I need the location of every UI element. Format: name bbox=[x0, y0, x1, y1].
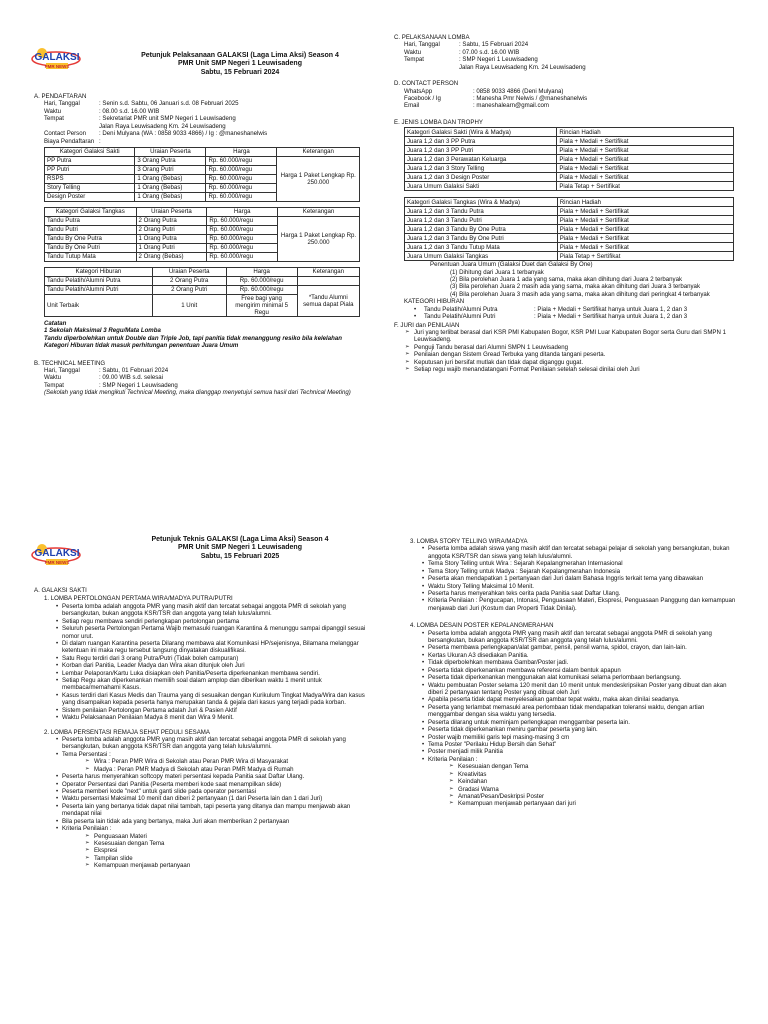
table-cell: Juara Umum Galaksi Tangkas bbox=[405, 252, 558, 261]
table-cell: 2 Orang Putra bbox=[136, 216, 207, 225]
table-cell: PP Putri bbox=[45, 165, 135, 174]
list-item: ➢ Keindahan bbox=[458, 778, 740, 785]
detail-value: : bbox=[99, 137, 101, 145]
table-cell: 2 Orang Putri bbox=[152, 285, 226, 294]
table-header-cell: Rincian Hadiah bbox=[557, 198, 733, 207]
hiburan-title: KATEGORI HIBURAN bbox=[404, 298, 465, 306]
galaksi-logo-icon bbox=[30, 43, 82, 73]
detail-label: Tempat bbox=[404, 56, 424, 64]
section-technical-meeting-title: B. TECHNICAL MEETING bbox=[34, 359, 106, 367]
list-item: • Tema Poster "Perilaku Hidup Bersih dan Sehat" bbox=[428, 741, 740, 748]
table-cell: RSPS bbox=[45, 174, 135, 183]
lomba-persentasi-list-2 bbox=[34, 773, 368, 832]
header-line: PMR Unit SMP Negeri 1 Leuwisadeng bbox=[178, 544, 302, 552]
list-item: • Di dalam ruangan Karantina peserta Dilarang membawa alat Komunikasi HP/sejenisnya, Bilamana melanggar ketentuan ini maka regu tersebut langsung dinyatakan diskualifikasi. bbox=[62, 640, 368, 655]
table-cell: Piala + Medali + Sertifikat bbox=[557, 146, 734, 155]
table-header-cell: Harga bbox=[206, 147, 277, 156]
detail-value: : 08.00 s.d. 16.00 WIB bbox=[99, 107, 160, 115]
detail-value: : Manesha Pmr Nelwis / @maneshanelwis bbox=[473, 94, 588, 102]
detail-label: WhatsApp bbox=[404, 87, 433, 95]
detail-sep bbox=[466, 88, 473, 95]
table-header-cell: Keterangan bbox=[277, 147, 360, 156]
table-row bbox=[405, 128, 734, 137]
list-item: ➢ Kesesuaian dengan Tema bbox=[458, 763, 740, 770]
list-item: • Setiap regu membawa sendiri perlengkapan pertolongan pertama bbox=[62, 618, 368, 625]
table-row bbox=[405, 137, 734, 146]
document-header bbox=[90, 52, 390, 77]
table-header-cell: Keterangan bbox=[297, 267, 359, 276]
table-cell: Tandu Pelatih/Alumni Putri bbox=[45, 285, 153, 294]
detail-sep bbox=[92, 367, 99, 374]
table-cell: 1 Orang Putra bbox=[136, 234, 207, 243]
list-item: • Tidak diperbolehkan membawa Gambar/Poster jadi. bbox=[428, 659, 740, 666]
table-row bbox=[405, 164, 734, 173]
detail-value: : maneshalearn@gmail.com bbox=[473, 102, 549, 110]
lomba-pp-title: 1. LOMBA PERTOLONGAN PERTAMA WIRA/MADYA PUTRA/PUTRI bbox=[44, 595, 233, 603]
left-column bbox=[34, 580, 368, 870]
table-cell: 1 Orang (Bebas) bbox=[135, 192, 206, 201]
table-note-cell: *Tandu Alumni semua dapat Piala bbox=[297, 285, 359, 316]
detail-sep bbox=[466, 102, 473, 109]
penentuan-item: (4) Bila perolehan Juara 3 masih ada yang sama, maka akan dihitung dari peringkat 4 terbanyak bbox=[450, 290, 710, 298]
list-item: ➢ Tampilan slide bbox=[94, 855, 368, 862]
table-cell: Piala + Medali + Sertifikat bbox=[557, 155, 734, 164]
svg-text:GALAKSI: GALAKSI bbox=[34, 52, 80, 63]
juri-list bbox=[394, 329, 734, 374]
detail-sep bbox=[92, 374, 99, 381]
list-item: • Satu Regu terdiri dari 3 orang Putra/Putri (Tidak boleh campuran) bbox=[62, 655, 368, 662]
hiburan-prize: : Piala + Medali + Sertifikat hanya untuk Juara 1, 2 dan 3 bbox=[534, 305, 688, 313]
lomba-persentasi-title: 2. LOMBA PERSENTASI REMAJA SEHAT PEDULI SESAMA bbox=[44, 728, 210, 736]
list-item: • Kriteria Penilaian : Pengucapan, Intonasi, Penguasaan Materi, Ekspresi, Penguasaan Panggung dan kemampuan menjawab dari Juri (Kostum dan Properti Tidak Dinilai). bbox=[428, 597, 740, 612]
table-cell: 3 Orang Putra bbox=[135, 156, 206, 165]
list-item: • Korban dari Panitia, Leader Madya dan Wira akan ditunjuk oleh Juri bbox=[62, 662, 368, 669]
table-note-cell: Harga 1 Paket Lengkap Rp. 250.000 bbox=[277, 156, 360, 201]
table-row bbox=[405, 198, 734, 207]
table-cell: Rp. 60.000/regu bbox=[206, 183, 277, 192]
detail-value: : Sabtu, 01 Februari 2024 bbox=[99, 367, 169, 375]
table-cell: Piala + Medali + Sertifikat bbox=[557, 216, 733, 225]
svg-text:PMR NEWS: PMR NEWS bbox=[44, 64, 70, 69]
list-item: ➢ Keputusan juri bersifat mutlak dan tidak dapat diganggu gugat. bbox=[414, 359, 734, 366]
list-item: • Setiap Regu akan diperkenankan memilih soal dalam amplop dan diberikan waktu 1 menit untuk membaca/memahami Kasus. bbox=[62, 677, 368, 692]
catatan-notes bbox=[34, 320, 360, 350]
table-header-cell: Kategori Galaksi Tangkas bbox=[45, 207, 137, 216]
table-row bbox=[405, 207, 734, 216]
detail-sep bbox=[466, 95, 473, 102]
table-header-cell: Kategori Galaksi Tangkas (Wira & Madya) bbox=[405, 198, 558, 207]
detail-value: : SMP Negeri 1 Leuwisadeng bbox=[99, 381, 178, 389]
list-item: ➢ Kesesuaian dengan Tema bbox=[94, 840, 368, 847]
table-header-cell: Uraian Peserta bbox=[136, 207, 207, 216]
list-item: • Seluruh peserta Pertolongan Pertama Wajib memasuki ruangan Karantina & menunggu sampai dipanggil sesuai nomor urut. bbox=[62, 625, 368, 640]
detail-sep bbox=[92, 108, 99, 115]
table-cell: Rp. 60.000/regu bbox=[207, 234, 278, 243]
list-item: • Peserta lomba adalah siswa yang masih aktif dan tercatat sebagai pelajar di sekolah yang bersangkutan, bukan anggota KSR/TSR dan siswa yang telah lulus/alumni. bbox=[428, 545, 740, 560]
table-header-cell: Uraian Peserta bbox=[135, 147, 206, 156]
hiburan-name: Tandu Pelatih/Alumni Putra bbox=[424, 305, 498, 313]
table-header-cell: Kategori Hiburan bbox=[45, 267, 153, 276]
left-column bbox=[34, 86, 360, 397]
lomba-story-title: 3. LOMBA STORY TELLING WIRA/MADYA bbox=[410, 538, 528, 545]
right-column bbox=[400, 538, 740, 808]
list-item: ➢ Gradasi Warna bbox=[458, 786, 740, 793]
list-item: • Peserta yang terlambat memasuki area perlombaan tidak mendapatkan toleransi waktu, dengan artian menggambar dengan sisa waktu yang tersedia. bbox=[428, 704, 740, 719]
list-item: ➢ Ekspresi bbox=[94, 847, 368, 854]
table-header-cell: Harga bbox=[226, 267, 297, 276]
table-cell: Tandu Putri bbox=[45, 225, 137, 234]
table-cell: Tandu Tutup Mata bbox=[45, 252, 137, 261]
detail-sep bbox=[92, 115, 99, 122]
catatan-title: Catatan bbox=[44, 319, 67, 327]
table-cell: Rp. 60.000/regu bbox=[206, 174, 277, 183]
table-cell: Juara 1,2 dan 3 Tandu By One Putra bbox=[405, 225, 558, 234]
table-cell: Design Poster bbox=[45, 192, 135, 201]
galaksi-logo-icon bbox=[30, 539, 82, 569]
lomba-story-list bbox=[400, 545, 740, 612]
table-cell: Piala + Medali + Sertifikat bbox=[557, 137, 734, 146]
table-cell: Tandu By One Putri bbox=[45, 243, 137, 252]
table-cell: 3 Orang Putri bbox=[135, 165, 206, 174]
table-cell: Juara 1,2 dan 3 Tandu Tutup Mata bbox=[405, 243, 558, 252]
catatan-line: Kategori Hiburan tidak masuk perhitungan penentuan Juara Umum bbox=[44, 342, 239, 350]
list-item: • Kertas Ukuran A3 disediakan Panitia. bbox=[428, 652, 740, 659]
list-item: ➢ Kemampuan menjawab pertanyaan bbox=[94, 862, 368, 869]
list-item: • Peserta memberi kode "next" untuk ganti slide pada operator persentasi bbox=[62, 788, 368, 795]
table-cell: Juara 1,2 dan 3 Tandu Putra bbox=[405, 207, 558, 216]
galaksi-sakti-trophy-table bbox=[404, 127, 734, 191]
detail-value: : Sabtu, 15 Februari 2024 bbox=[459, 41, 529, 49]
list-item: ➢ Setiap regu wajib menandatangani Format Penilaian setelah selesai dinilai oleh Juri bbox=[414, 366, 734, 373]
galaksi-tangkas-trophy-table bbox=[404, 197, 734, 261]
table-cell: Juara 1,2 dan 3 Perawatan Keluarga bbox=[405, 155, 557, 164]
table-cell: Rp. 60.000/regu bbox=[206, 156, 277, 165]
detail-label: Hari, Tanggal bbox=[44, 367, 80, 375]
list-item: • Peserta harus menyerahkan softcopy materi persentasi kepada Panitia saat Daftar Ulang. bbox=[62, 773, 368, 780]
table-cell: Rp. 60.000/regu bbox=[207, 225, 278, 234]
table-cell: Juara 1,2 dan 3 Design Poster bbox=[405, 173, 557, 182]
detail-value: : 07.00 s.d. 16.00 WIB bbox=[459, 48, 520, 56]
list-item: • Kriteria Penilaian : bbox=[62, 825, 368, 832]
table-cell: Story Telling bbox=[45, 183, 135, 192]
list-item: • Sistem penilaian Pertolongan Pertama adalah Juri & Pasien Aktif bbox=[62, 707, 368, 714]
table-header-cell: Kategori Galaksi Sakti (Wira & Madya) bbox=[405, 128, 557, 137]
section-juri-title: F. JURI dan PENILAIAN bbox=[394, 321, 460, 329]
detail-label: Biaya Pendaftaran bbox=[44, 137, 95, 145]
pelaksanaan-details bbox=[394, 41, 734, 71]
detail-label: Facebook / Ig bbox=[404, 94, 441, 102]
table-header-cell: Kategori Galaksi Sakti bbox=[45, 147, 135, 156]
list-item: ➢ Penguasaan Materi bbox=[94, 833, 368, 840]
table-cell: Piala + Medali + Sertifikat bbox=[557, 207, 733, 216]
kriteria-persentasi-list bbox=[34, 833, 368, 870]
detail-label: Email bbox=[404, 102, 420, 110]
tema-persentasi-list bbox=[34, 758, 368, 773]
list-item: • Tema Story Telling untuk Madya : Sejarah Kepalangmerahan Indonesia bbox=[428, 568, 740, 575]
list-item: • Apabila peserta tidak dapat menyelesaikan gambar tepat waktu, maka akan dinilai seadanya. bbox=[428, 696, 740, 703]
table-header-cell: Rincian Hadiah bbox=[557, 128, 734, 137]
table-header-cell: Keterangan bbox=[278, 207, 360, 216]
list-item: • Waktu persentasi Maksimal 10 menit dan diberi 2 pertanyaan (1 dari Peserta lain dan 1 dari Juri) bbox=[62, 795, 368, 802]
technical-meeting-details bbox=[34, 367, 360, 389]
table-row bbox=[405, 252, 734, 261]
table-cell: Rp. 60.000/regu bbox=[207, 216, 278, 225]
list-item: • Peserta tidak diperkenankan meniru gambar peserta yang lain. bbox=[428, 726, 740, 733]
table-header-cell: Harga bbox=[207, 207, 278, 216]
table-row bbox=[405, 243, 734, 252]
list-item: • Bila peserta lain tidak ada yang bertanya, maka Juri akan memberikan 2 pertanyaan bbox=[62, 818, 368, 825]
svg-text:GALAKSI: GALAKSI bbox=[34, 548, 80, 559]
header-line: Petunjuk Pelaksanaan GALAKSI (Laga Lima Aksi) Season 4 bbox=[141, 52, 339, 59]
hiburan-item bbox=[414, 306, 734, 313]
list-item: • Peserta akan mendapatkan 1 pertanyaan dari Juri dalam Bahasa Inggris terkait tema yang dibawakan bbox=[428, 575, 740, 582]
table-cell: 1 Orang (Bebas) bbox=[135, 183, 206, 192]
lomba-poster-list bbox=[400, 630, 740, 764]
list-item: ➢ Penguji Tandu berasal dari Alumni SMPN 1 Leuwisadeng bbox=[414, 344, 734, 351]
table-row bbox=[405, 225, 734, 234]
catatan-line: Tandu diperbolehkan untuk Double dan Triple Job, tapi panitia tidak menanggung resiko bila kelelahan bbox=[44, 334, 342, 342]
detail-sep bbox=[452, 64, 459, 71]
detail-sep bbox=[92, 123, 99, 130]
penentuan-title: Penentuan Juara Umum (Galaksi Duet dan Galaksi By One) bbox=[430, 261, 593, 269]
table-row bbox=[45, 216, 360, 225]
galaksi-tangkas-price-table bbox=[44, 207, 360, 262]
list-item: • Kasus terdiri dari Kasus Medis dan Trauma yang di sesuaikan dengan Kurikulum Tingkat Madya/Wira dan kasus yang disampaikan kepada peserta hanya merupakan tanda & gejala dari kasus yang terjadi pada korban. bbox=[62, 692, 368, 707]
list-item: • Peserta tidak diperkenankan menggunakan alat komunikasi selama perlombaan berlangsung. bbox=[428, 674, 740, 681]
header-line: Sabtu, 15 Februari 2024 bbox=[200, 68, 280, 76]
lomba-poster-title: 4. LOMBA DESAIN POSTER KEPALANGMERAHAN bbox=[410, 622, 554, 630]
table-cell: Rp. 60.000/regu bbox=[226, 285, 297, 294]
penentuan-item: (1) Dihitung dari Juara 1 terbanyak bbox=[450, 268, 544, 276]
table-row bbox=[405, 155, 734, 164]
detail-sep bbox=[92, 100, 99, 107]
table-cell: Piala + Medali + Sertifikat bbox=[557, 234, 733, 243]
detail-sep bbox=[92, 382, 99, 389]
table-cell: Piala + Medali + Sertifikat bbox=[557, 173, 734, 182]
detail-label: Contact Person bbox=[44, 130, 87, 138]
header-line: PMR Unit SMP Negeri 1 Leuwisadeng bbox=[178, 60, 302, 68]
table-note-cell: Harga 1 Paket Lengkap Rp. 250.000 bbox=[278, 216, 360, 261]
contact-details bbox=[394, 88, 734, 110]
page-juknis bbox=[0, 512, 768, 1024]
detail-label: Waktu bbox=[44, 107, 62, 115]
detail-label: Tempat bbox=[44, 381, 64, 389]
table-row bbox=[405, 173, 734, 182]
table-cell: Tandu By One Putra bbox=[45, 234, 137, 243]
hiburan-name: Tandu Pelatih/Alumni Putri bbox=[424, 313, 496, 321]
penentuan-item: (3) Bila perolehan Juara 2 masih ada yang sama, maka akan dihitung dari Juara 3 terbanyak bbox=[450, 283, 700, 291]
hiburan-price-table bbox=[44, 267, 360, 317]
detail-sep bbox=[452, 56, 459, 63]
table-row bbox=[45, 276, 360, 285]
kriteria-poster-list bbox=[400, 763, 740, 808]
table-cell: Tandu Putra bbox=[45, 216, 137, 225]
list-item: • Peserta harus menyerahkan teks cerita pada Panitia saat Daftar Ulang. bbox=[428, 590, 740, 597]
technical-meeting-note: (Sekolah yang tidak mengikuti Technical Meeting, maka dianggap menyetujui semua hasil dari Technical Meeting) bbox=[44, 389, 351, 397]
detail-sep bbox=[92, 130, 99, 137]
lomba-pp-list bbox=[34, 603, 368, 722]
table-cell: Piala + Medali + Sertifikat bbox=[557, 225, 733, 234]
section-galaksi-sakti-title: A. GALAKSI SAKTI bbox=[34, 587, 87, 594]
penentuan-list bbox=[394, 269, 734, 299]
hiburan-item bbox=[414, 313, 734, 320]
detail-value: : Sekretariat PMR unit SMP Negeri 1 Leuwisadeng bbox=[99, 115, 236, 123]
table-row bbox=[45, 156, 360, 165]
lomba-persentasi-list bbox=[34, 736, 368, 758]
bullet-icon: • bbox=[414, 313, 417, 321]
table-cell: Rp. 60.000/regu bbox=[207, 252, 278, 261]
table-cell: Piala Tetap + Sertifikat bbox=[557, 252, 733, 261]
detail-value: : 09.00 WIB s.d. selesai bbox=[99, 374, 164, 382]
list-item: • Peserta lain yang bertanya tidak dapat nilai tambah, tapi peserta yang ditanya dan mampu menjawab akan mendapat nilai bbox=[62, 803, 368, 818]
table-cell: PP Putra bbox=[45, 156, 135, 165]
list-item: ➢ Kreativitas bbox=[458, 771, 740, 778]
list-item: ➢ Madya : Peran PMR Madya di Sekolah atau Peran PMR Madya di Rumah bbox=[94, 766, 368, 773]
list-item: • Operator Persentasi dari Panitia (Peserta memberi kode saat menampilkan slide) bbox=[62, 781, 368, 788]
svg-text:PMR NEWS: PMR NEWS bbox=[44, 560, 70, 565]
table-row bbox=[405, 182, 734, 191]
list-item: • Peserta membawa perlengkapan/alat gambar, pensil, pensil warna, spidol, crayon, dan lain-lain. bbox=[428, 644, 740, 651]
table-cell: Rp. 60.000/regu bbox=[206, 192, 277, 201]
table-cell: 1 Orang (Bebas) bbox=[135, 174, 206, 183]
detail-value: Jalan Raya Leuwisadeng Km. 24 Leuwisadeng bbox=[99, 122, 226, 130]
detail-sep bbox=[452, 49, 459, 56]
header-line: Sabtu, 15 Februari 2025 bbox=[200, 552, 280, 560]
bullet-icon: • bbox=[414, 305, 417, 313]
table-cell bbox=[297, 276, 359, 285]
table-row bbox=[405, 216, 734, 225]
detail-label: Waktu bbox=[404, 48, 422, 56]
list-item: • Peserta lomba adalah anggota PMR yang masih aktif dan tercatat sebagai anggota PMR di sekolah yang bersangkutan, bukan anggota KSR/TSR dan anggota yang telah lulus/alumni. bbox=[62, 736, 368, 751]
table-cell: Piala + Medali + Sertifikat bbox=[557, 243, 733, 252]
detail-sep bbox=[92, 138, 99, 145]
list-item: ➢ Wira : Peran PMR Wira di Sekolah atau Peran PMR Wira di Masyarakat bbox=[94, 758, 368, 765]
detail-value: Jalan Raya Leuwisadeng Km. 24 Leuwisadeng bbox=[459, 63, 586, 71]
pendaftaran-details bbox=[34, 100, 360, 145]
detail-label bbox=[404, 64, 452, 71]
table-header-cell: Uraian Peserta bbox=[152, 267, 226, 276]
list-item: • Tema Persentasi : bbox=[62, 751, 368, 758]
list-item: • Lembar Pelaporan/Kartu Luka disiapkan oleh Panitia/Peserta diperkenankan membawa sendiri. bbox=[62, 670, 368, 677]
section-contact-title: D. CONTACT PERSON bbox=[394, 80, 459, 88]
galaksi-sakti-price-table bbox=[44, 147, 360, 202]
catatan-line: 1 Sekolah Maksimal 3 Regu/Mata Lomba bbox=[44, 327, 161, 335]
hiburan-prize: : Piala + Medali + Sertifikat hanya untuk Juara 1, 2 dan 3 bbox=[534, 313, 688, 321]
list-item: • Waktu Pelaksanaan Penilaian Madya 8 menit dan Wira 9 Menit. bbox=[62, 714, 368, 721]
list-item: • Waktu pembuatan Poster selama 120 menit dan 10 menit untuk mendeskripsikan Poster yang dibuat dan akan diberi 2 pertanyaan tentang Poster yang dibuat oleh Juri bbox=[428, 682, 740, 697]
detail-label: Waktu bbox=[44, 374, 62, 382]
detail-label: Hari, Tanggal bbox=[44, 100, 80, 108]
detail-value: : 0858 9033 4866 (Deni Mulyana) bbox=[473, 87, 564, 95]
list-item: • Poster wajib memiliki garis tepi masing-masing 3 cm bbox=[428, 734, 740, 741]
table-cell: 2 Orang Putri bbox=[136, 225, 207, 234]
list-item: • Tema Story Telling untuk Wira : Sejarah Kepalangmerahan Internasional bbox=[428, 560, 740, 567]
section-pendaftaran-title: A. PENDAFTARAN bbox=[34, 93, 87, 100]
list-item: • Peserta tidak diperkenankan membawa referensi dalam bentuk apapun bbox=[428, 667, 740, 674]
section-trophy-title: E. JENIS LOMBA DAN TROPHY bbox=[394, 118, 483, 126]
table-cell: Rp. 60.000/regu bbox=[226, 276, 297, 285]
table-cell: 2 Orang Putra bbox=[152, 276, 226, 285]
right-column bbox=[394, 26, 734, 374]
table-cell: Juara 1,2 dan 3 Story Telling bbox=[405, 164, 557, 173]
list-item: • Peserta lomba adalah anggota PMR yang masih aktif dan tercatat sebagai anggota PMR di sekolah yang bersangkutan, bukan anggota KSR/TSR dan anggota yang telah lulus/alumni. bbox=[62, 603, 368, 618]
list-item: ➢ Penilaian dengan Sistem Gread Terbuka yang ditanda tangani peserta. bbox=[414, 351, 734, 358]
table-row bbox=[405, 234, 734, 243]
document-header bbox=[90, 536, 390, 561]
table-cell: Juara Umum Galaksi Sakti bbox=[405, 182, 557, 191]
detail-label bbox=[44, 123, 92, 130]
table-cell: Piala Tetap + Sertifikat bbox=[557, 182, 734, 191]
list-item: • Peserta dilarang untuk meminjam perlengkapan menggambar peserta lain. bbox=[428, 719, 740, 726]
detail-value: : Senin s.d. Sabtu, 06 Januari s.d. 08 Februari 2025 bbox=[99, 100, 239, 108]
table-row bbox=[45, 285, 360, 294]
table-cell: Unit Terbaik bbox=[45, 294, 153, 316]
list-item: • Peserta lomba adalah anggota PMR yang masih aktif dan tercatat sebagai anggota PMR di sekolah yang bersangkutan, bukan anggota KSR/TSR dan anggota yang telah lulus/alumni. bbox=[428, 630, 740, 645]
table-cell: Juara 1,2 dan 3 Tandu By One Putri bbox=[405, 234, 558, 243]
detail-sep bbox=[452, 41, 459, 48]
table-cell: Juara 1,2 dan 3 PP Putri bbox=[405, 146, 557, 155]
table-cell: Piala + Medali + Sertifikat bbox=[557, 164, 734, 173]
list-item: • Poster menjadi milik Panitia bbox=[428, 748, 740, 755]
detail-label: Tempat bbox=[44, 115, 64, 123]
detail-label: Hari, Tanggal bbox=[404, 41, 440, 49]
table-cell: Juara 1,2 dan 3 Tandu Putri bbox=[405, 216, 558, 225]
list-item: • Waktu Story Telling Maksimal 10 Menit. bbox=[428, 583, 740, 590]
list-item: • Kriteria Penilaian : bbox=[428, 756, 740, 763]
detail-value: : Deni Mulyana (WA : 0858 9033 4866) / Ig : @maneshanelwis bbox=[99, 130, 268, 138]
table-cell: Rp. 60.000/regu bbox=[207, 243, 278, 252]
header-line: Petunjuk Teknis GALAKSI (Laga Lima Aksi) Season 4 bbox=[151, 536, 329, 543]
penentuan-item: (2) Bila perolehan Juara 1 ada yang sama, maka akan dihitung dari Juara 2 terbanyak bbox=[450, 276, 683, 284]
section-pelaksanaan-title: C. PELAKSANAAN LOMBA bbox=[394, 34, 470, 41]
table-cell: Rp. 60.000/regu bbox=[206, 165, 277, 174]
detail-value: : SMP Negeri 1 Leuwisadeng bbox=[459, 56, 538, 64]
table-cell: 1 Orang Putri bbox=[136, 243, 207, 252]
table-cell: 2 Orang (Bebas) bbox=[136, 252, 207, 261]
list-item: ➢ Amanat/Pesan/Deskripsi Poster bbox=[458, 793, 740, 800]
table-cell: Tandu Pelatih/Alumni Putra bbox=[45, 276, 153, 285]
table-row bbox=[405, 146, 734, 155]
hiburan-list bbox=[394, 306, 734, 321]
list-item: ➢ Juri yang terlibat berasal dari KSR PMI Kabupaten Bogor, KSR PMI Luar Kabupaten Bogor serta Guru dari SMPN 1 Leuwisadeng. bbox=[414, 329, 734, 344]
list-item: ➢ Kemampuan menjawab pertanyaan dari juri bbox=[458, 800, 740, 807]
table-cell: Free bagi yang mengirim minimal 5 Regu bbox=[226, 294, 297, 316]
table-cell: Juara 1,2 dan 3 PP Putra bbox=[405, 137, 557, 146]
table-cell: 1 Unit bbox=[152, 294, 226, 316]
